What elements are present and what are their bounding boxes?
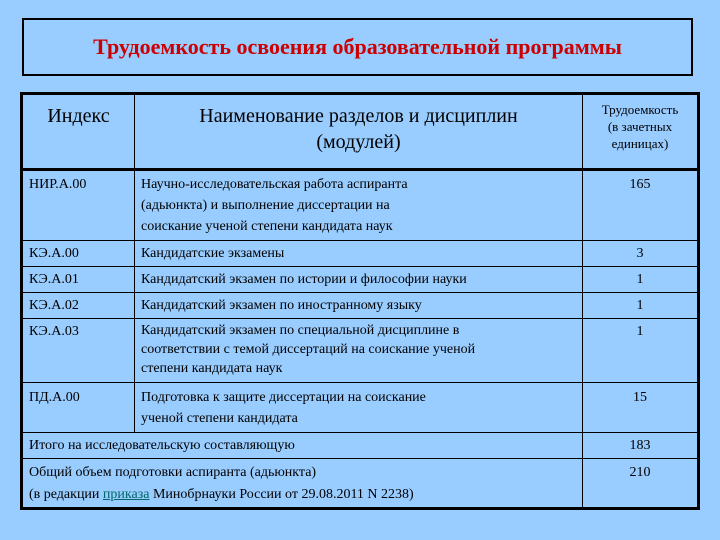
row-index: ПД.А.00 — [22, 383, 135, 433]
header-credits-line: Трудоемкость — [601, 102, 679, 117]
row-credits: 1 — [583, 293, 699, 319]
header-credits — [583, 94, 699, 170]
total-overall-label — [22, 459, 583, 509]
total-research-label: Итого на исследовательскую составляющую — [22, 433, 583, 459]
header-credits-line: единицах) — [611, 136, 669, 151]
header-name-line: (модулей) — [316, 131, 401, 153]
order-link[interactable]: приказа — [102, 487, 150, 502]
row-name — [135, 293, 583, 319]
row-name-line: соискание ученой степени кандидата наук — [141, 219, 393, 234]
row-name-line: Кандидатский экзамен по специальной дисциплине в — [141, 323, 460, 338]
table-row — [22, 319, 699, 383]
total-overall-line: Общий объем подготовки аспиранта (адьюнкта) — [29, 465, 317, 480]
row-name-line: Кандидатские экзамены — [141, 246, 285, 261]
table-row — [22, 241, 699, 267]
row-index: КЭ.А.02 — [22, 293, 135, 319]
row-name — [135, 241, 583, 267]
total-overall-row — [22, 459, 699, 509]
row-credits: 3 — [583, 241, 699, 267]
row-index: КЭ.А.00 — [22, 241, 135, 267]
row-name — [135, 383, 583, 433]
row-name — [135, 267, 583, 293]
table-row — [22, 383, 699, 433]
row-name-line: Научно-исследовательская работа аспиранта — [141, 177, 408, 192]
row-name-line: соответствии с темой диссертаций на соискание ученой — [141, 342, 476, 357]
table-row — [22, 170, 699, 241]
row-index: КЭ.А.01 — [22, 267, 135, 293]
row-credits: 1 — [583, 267, 699, 293]
table-row — [22, 293, 699, 319]
page-title: Трудоемкость освоения образовательной программы — [93, 34, 622, 59]
header-index: Индекс — [22, 94, 135, 170]
row-credits: 165 — [583, 170, 699, 241]
row-index: КЭ.А.03 — [22, 319, 135, 383]
row-name-line: степени кандидата наук — [141, 361, 283, 376]
title-box — [22, 18, 693, 76]
row-name-line: ученой степени кандидата — [141, 411, 298, 426]
row-name-line: (адьюнкта) и выполнение диссертации на — [141, 198, 390, 213]
row-index: НИР.А.00 — [22, 170, 135, 241]
total-research-credits: 183 — [583, 433, 699, 459]
row-name — [135, 319, 583, 383]
table-row — [22, 267, 699, 293]
row-name — [135, 170, 583, 241]
row-name-line: Подготовка к защите диссертации на соискание — [141, 390, 426, 405]
total-overall-text: (в редакции — [29, 487, 103, 502]
row-name-line: Кандидатский экзамен по иностранному языку — [141, 298, 422, 313]
row-credits: 1 — [583, 319, 699, 383]
total-research-row — [22, 433, 699, 459]
total-overall-line — [29, 484, 576, 506]
row-name-line: Кандидатский экзамен по истории и философии науки — [141, 272, 467, 287]
table-header-row — [22, 94, 699, 170]
credits-table — [20, 92, 700, 510]
header-name — [135, 94, 583, 170]
total-overall-credits: 210 — [583, 459, 699, 509]
total-overall-text: Минобрнауки России от 29.08.2011 N 2238) — [149, 487, 414, 502]
header-credits-line: (в зачетных — [607, 119, 673, 134]
row-credits: 15 — [583, 383, 699, 433]
header-name-line: Наименование разделов и дисциплин — [199, 105, 518, 127]
